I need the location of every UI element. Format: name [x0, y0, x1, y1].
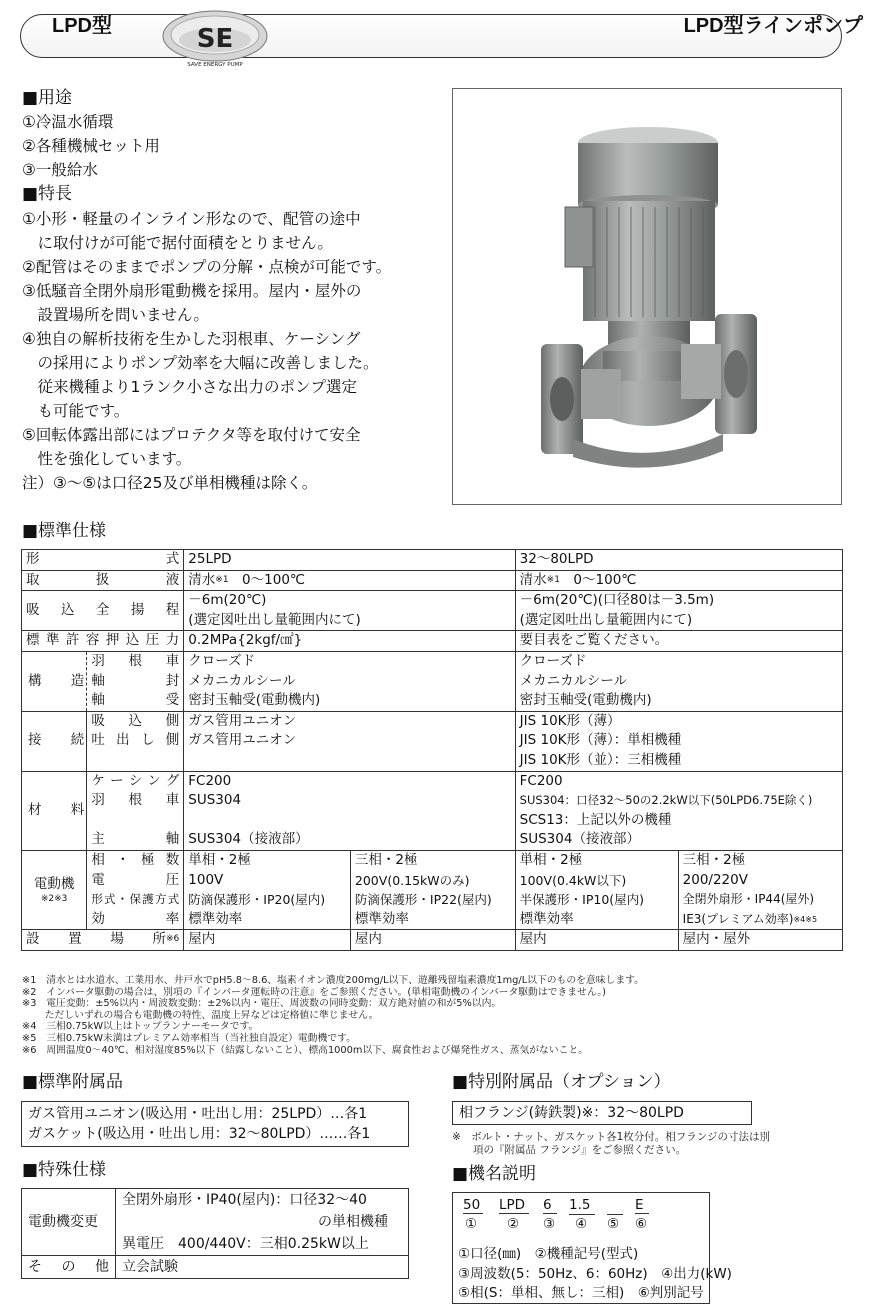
feature-line: ④独自の解析技術を生かした羽根車、ケーシング: [22, 330, 361, 348]
model-desc-line: ⑤相(S：単相、無し：三相) ⑥判別記号: [458, 1285, 704, 1301]
table-row: [22, 930, 843, 951]
row-label: 吸込全揚程: [22, 591, 184, 631]
cell: 0.2MPa{2kgf/㎠}: [184, 631, 515, 652]
cell: [184, 651, 515, 711]
note-line: ※6 周囲温度0～40℃、相対湿度85%以下（結露しないこと）、標高1000m以下、腐食性および爆発性ガス、蒸気がないこと。: [22, 1044, 589, 1056]
feature-line: 性を強化しています。: [22, 450, 192, 468]
model-desc: [458, 1245, 732, 1304]
model-mark: ④: [575, 1216, 588, 1232]
sub-label-line: [91, 811, 179, 831]
cell: [515, 591, 842, 631]
cell-line: 200V(0.15kWのみ): [354, 872, 470, 888]
feature-line: の採用によりポンプ効率を大幅に改善しました。: [22, 354, 379, 372]
cell-line: －6m(20℃)(口径80は－3.5m): [519, 592, 715, 609]
sub-label-line: 主軸: [91, 831, 180, 848]
notes: [22, 975, 644, 1056]
table-row: [22, 711, 843, 771]
feature-line: ⑤回転体露出部にはプロテクタ等を取付けて安全: [22, 426, 361, 444]
cell: 要目表をご覧ください。: [515, 631, 842, 652]
special-table: [21, 1188, 409, 1279]
cell-line: JIS 10K形（薄）：単相機種: [519, 732, 682, 749]
note-ref: ※1: [546, 574, 560, 585]
cell: 立会試験: [116, 1256, 409, 1279]
table-row: [22, 570, 843, 591]
table-row: [22, 1189, 409, 1256]
cell-line: 密封玉軸受(電動機内): [188, 692, 321, 709]
cell-line: ガス管用ユニオン: [188, 712, 297, 729]
feature-note: 注）③～⑤は口径25及び単相機種は除く。: [22, 474, 318, 492]
cell-line: SUS304（接液部）: [519, 831, 640, 848]
cell-line: メカニカルシール: [519, 672, 628, 689]
features-list: [22, 207, 391, 495]
header-right-title: LPD型ラインポンプ: [683, 15, 863, 37]
row-label: 標準許容押込圧力: [22, 631, 184, 652]
model-part: [607, 1197, 623, 1215]
cell: [515, 850, 678, 929]
model-part: 1.5: [569, 1197, 595, 1215]
special-heading: ■特殊仕様: [22, 1160, 107, 1180]
cell: [515, 771, 842, 850]
note-line: ただしいずれの場合も電動機の特性、温度上昇などは定格値に準じません。: [22, 1009, 379, 1021]
cell: 屋内: [350, 930, 515, 951]
sub-label-line: 効率: [91, 910, 180, 927]
cell-line: SUS304: [188, 792, 242, 809]
accessories-heading: ■標準附属品: [22, 1072, 124, 1092]
model-mark: ③: [543, 1216, 556, 1232]
table-row: [22, 651, 843, 711]
cell-line: 100V: [188, 871, 224, 888]
row-label: 形式: [22, 550, 184, 571]
cell-text: 0～100℃: [559, 571, 637, 588]
cell-line: 三相・2極: [354, 851, 418, 868]
sub-label-line: 羽根車: [91, 652, 180, 669]
cell-line: 標準効率: [188, 910, 243, 927]
note-line: ※ ボルト・ナット、ガスケット各1枚分付。相フランジの寸法は別: [452, 1131, 771, 1143]
model-mark: ⑤: [607, 1216, 620, 1232]
feature-line: に取付けが可能で据付面積をとりません。: [22, 234, 333, 252]
cell-line: 単相・2極: [188, 851, 251, 868]
cell-line: の単相機種: [318, 1214, 388, 1230]
row-label: その他: [22, 1256, 116, 1279]
model-part: 50: [463, 1197, 483, 1214]
cell-line: JIS 10K形（薄）: [519, 712, 621, 729]
feature-line: ③低騒音全閉外扇形電動機を採用。屋内・屋外の: [22, 282, 362, 300]
table-row: [22, 1256, 409, 1279]
cell-text: 清水: [188, 571, 216, 588]
cell-line: SCS13：上記以外の機種: [519, 811, 672, 828]
accessory-line: ガス管用ユニオン(吸込用・吐出し用：25LPD）…各1: [28, 1106, 368, 1122]
cell-line: 全閉外扇形・IP40(屋内)：口径32～40: [122, 1192, 367, 1208]
sub-label-line: 電圧: [91, 871, 180, 888]
cell: 32～80LPD: [515, 550, 842, 571]
sub-label-line: ケーシング: [91, 772, 180, 789]
group-label-text: 電動機: [33, 875, 75, 892]
model-desc-line: ③周波数(5：50Hz、6：60Hz) ④出力(kW): [458, 1265, 732, 1282]
features-heading: ■特長: [22, 184, 73, 204]
table-row: [22, 850, 843, 929]
cell: 屋内: [184, 930, 351, 951]
cell: [116, 1189, 409, 1256]
cell-line: 半保護形・IP10(屋内): [519, 892, 645, 908]
sub-label: [87, 651, 184, 711]
model-mark: ②: [507, 1216, 520, 1232]
sub-label-line: 軸封: [91, 672, 180, 689]
table-row: [22, 591, 843, 631]
se-logo: [160, 8, 270, 70]
row-label: [22, 930, 184, 951]
cell-line: FC200: [519, 772, 563, 789]
sub-label: [87, 711, 184, 771]
header-left-title: LPD型: [52, 15, 112, 37]
spec-heading: ■標準仕様: [22, 521, 107, 541]
cell-line: 防滴保護形・IP22(屋内): [354, 892, 492, 908]
feature-line: ②配管はそのままでポンプの分解・点検が可能です。: [22, 258, 392, 276]
accessories-box: [21, 1101, 409, 1147]
cell-line: [188, 811, 510, 831]
sub-label-line: [91, 751, 179, 771]
cell-text: IE3(プレミアム効率): [682, 911, 794, 926]
note-line: ※4 三相0.75kW以上はトップランナーモータです。: [22, 1021, 259, 1033]
cell-line: ガス管用ユニオン: [188, 732, 297, 749]
cell-line: メカニカルシール: [188, 672, 296, 689]
model-desc-line: ①口径(㎜) ②機種記号(型式): [458, 1246, 639, 1262]
cell-line: FC200: [188, 772, 232, 789]
cell-line: (選定図吐出し量範囲内にて): [188, 611, 361, 628]
sub-label: [87, 850, 184, 929]
cell: [515, 570, 842, 591]
note-line: ※3 電圧変動：±5%以内・周波数変動：±2%以内・電圧、周波数の同時変動：双方絶対値の和が5%以内。: [22, 998, 502, 1010]
model-mark: ⑥: [635, 1216, 648, 1232]
cell: [515, 711, 842, 771]
note-ref: ※6: [166, 934, 180, 945]
cell-line: 防滴保護形・IP20(屋内): [188, 892, 326, 908]
row-label: 電動機変更: [22, 1189, 116, 1256]
cell: [184, 771, 515, 850]
feature-line: 設置場所を問いません。: [22, 306, 209, 324]
cell-line: 標準効率: [354, 910, 409, 927]
note-ref: ※1: [215, 574, 229, 585]
sub-label-line: 羽根車: [91, 792, 180, 809]
sub-label-line: 吐出し側: [91, 732, 180, 749]
table-row: [22, 550, 843, 571]
table-row: [22, 771, 843, 850]
uses-item: ①冷温水循環: [22, 113, 114, 131]
logo-sub: SAVE ENERGY PUMP: [187, 62, 243, 68]
cell: 屋内・屋外: [678, 930, 842, 951]
model-part: 6: [543, 1197, 557, 1214]
feature-line: 従来機種より1ランク小さな出力のポンプ選定: [22, 378, 358, 396]
note-line: ※1 清水とは水道水、工業用水、井戸水でpH5.8～8.6、塩素イオン濃度200mg/L以下、遊離残留塩素濃度1mg/L以下のものを意味します。: [22, 975, 644, 986]
uses-heading: ■用途: [22, 88, 73, 108]
cell-line: 異電圧 400/440V：三相0.25kW以上: [122, 1236, 369, 1252]
model-mark: ①: [465, 1216, 478, 1232]
accessory-line: ガスケット(吸込用・吐出し用：32～80LPD）……各1: [28, 1126, 371, 1142]
feature-line: ①小形・軽量のインライン形なので、配管の途中: [22, 210, 361, 228]
cell-line: (選定図吐出し量範囲内にて): [519, 611, 693, 628]
cell: 屋内: [515, 930, 678, 951]
note-line: ※5 三相0.75kW未満はプレミアム効率相当（当社独自設定）電動機です。: [22, 1032, 356, 1044]
cell-line: 200/220V: [682, 871, 748, 888]
cell: [184, 850, 351, 929]
cell-line: SUS304：口径32～50の2.2kW以下(50LPD6.75E除く): [519, 793, 813, 808]
cell: [184, 711, 515, 771]
cell-line: 三相・2極: [682, 851, 746, 868]
logo-text: SE: [196, 24, 234, 54]
cell: 25LPD: [184, 550, 515, 571]
cell: [515, 651, 842, 711]
cell-line: 全閉外扇形・IP44(屋外): [682, 892, 815, 907]
cell: [350, 850, 515, 929]
feature-line: も可能です。: [22, 402, 130, 420]
note-ref: ※2※3: [40, 894, 68, 905]
sub-label-line: 相・極数: [91, 851, 180, 868]
sub-label-line: 吸込側: [91, 712, 180, 729]
cell-line: JIS 10K形（並）：三相機種: [519, 751, 682, 768]
cell-line: 単相・2極: [519, 851, 583, 868]
uses-item: ②各種機械セット用: [22, 137, 160, 155]
cell-line: [683, 910, 838, 930]
model-code: [461, 1197, 701, 1237]
pump-photo: [452, 88, 842, 505]
group-label: 構造: [22, 651, 87, 711]
note-line: 項の『附属品 フランジ』をご参照ください。: [452, 1143, 687, 1156]
group-label: [22, 850, 87, 929]
cell-text: 清水: [519, 571, 547, 588]
options-note: [452, 1131, 770, 1156]
cell: [184, 570, 515, 591]
row-label: 取扱液: [22, 570, 184, 591]
cell-text: 0～100℃: [228, 571, 306, 588]
cell-line: －6m(20℃): [188, 592, 267, 609]
cell-line: 標準効率: [519, 910, 574, 927]
model-heading: ■機名説明: [452, 1164, 537, 1184]
cell-line: クローズド: [519, 652, 587, 669]
group-label: 材料: [22, 771, 87, 850]
sub-label-line: 軸受: [91, 692, 180, 709]
options-heading: ■特別附属品（オプション）: [452, 1072, 671, 1092]
note-ref: ※4※5: [793, 914, 818, 924]
model-part: E: [635, 1197, 649, 1214]
note-line: ※2 インバータ駆動の場合は、別項の『インバータ運転時の注意』をご参照ください。(単相電動機のインバータ駆動はできません。): [22, 986, 606, 998]
spec-table: [21, 549, 843, 951]
sub-label-line: 形式・保護方式: [91, 892, 180, 907]
cell: [678, 850, 842, 929]
cell: [184, 591, 515, 631]
group-label: 接続: [22, 711, 87, 771]
options-box: 相フランジ(鋳鉄製)※：32～80LPD: [452, 1101, 752, 1125]
row-label-text: 設置場所: [26, 931, 166, 948]
uses-item: ③一般給水: [22, 161, 98, 179]
cell-line: SUS304（接液部）: [188, 831, 309, 848]
cell-line: クローズド: [188, 652, 256, 669]
cell-line: 100V(0.4kW以下): [519, 872, 627, 888]
table-row: [22, 631, 843, 652]
cell-line: 密封玉軸受(電動機内): [519, 692, 652, 709]
sub-label: [87, 771, 184, 850]
model-part: LPD: [499, 1197, 529, 1214]
